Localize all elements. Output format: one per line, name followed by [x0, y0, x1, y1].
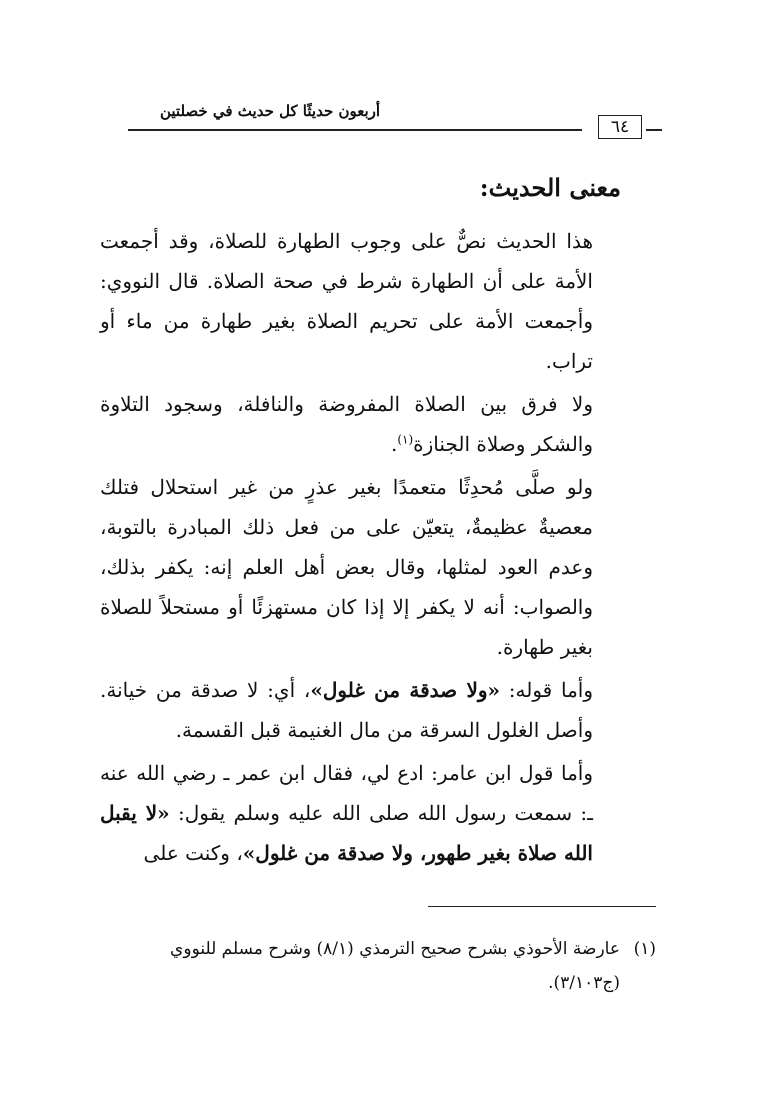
- footnote-marker: (١): [397, 432, 414, 447]
- hadith-quote: «ولا صدقة من غلول»: [310, 678, 501, 702]
- paragraph-2-end: .: [390, 432, 398, 456]
- header-rule-right: [646, 129, 662, 131]
- running-title: أربعون حديثًا كل حديث في خصلتين: [159, 102, 381, 120]
- hadith-quote: «لا يقبل الله صلاة بغير طهور، ولا صدقة من غلول»: [100, 801, 593, 865]
- paragraph-2: [100, 384, 621, 464]
- footnote-rule: [428, 906, 656, 907]
- footnotes: [96, 932, 656, 1000]
- paragraph-4-intro: وأما قوله:: [500, 678, 593, 702]
- paragraph-5-rest: ، وكنت على: [143, 841, 243, 865]
- footnote-item: [96, 932, 656, 1000]
- paragraph-4: [100, 670, 621, 750]
- paragraph-5: [100, 753, 621, 873]
- paragraph-2-text: ولا فرق بين الصلاة المفروضة والنافلة، وسجود التلاوة والشكر وصلاة الجنازة: [100, 392, 593, 456]
- paragraph-1: هذا الحديث نصٌّ على وجوب الطهارة للصلاة، وقد أجمعت الأمة على أن الطهارة شرط في صحة الصلاة. قال النووي: وأجمعت الأمة على تحريم الصلاة بغير طهارة من ماء أو تراب.: [100, 229, 594, 373]
- header-rule-left: [128, 129, 582, 131]
- paragraph-5-intro: وأما قول ابن عامر: ادع لي، فقال ابن عمر ـ رضي الله عنه ـ: سمعت رسول الله صلى الله عليه وسلم يقول:: [100, 761, 593, 825]
- footnote-number: (١): [633, 939, 656, 959]
- main-text: [100, 221, 621, 873]
- paragraph-4-rest: ، أي: لا صدقة من خيانة. وأصل الغلول السرقة من مال الغنيمة قبل القسمة.: [100, 678, 593, 742]
- section-heading: معنى الحديث:: [479, 173, 621, 202]
- page-number-box: [598, 115, 642, 139]
- paragraph-3: ولو صلَّى مُحدِثًا متعمدًا بغير عذرٍ من غير استحلال فتلك معصيةٌ عظيمةٌ، يتعيّن على من فعل ذلك المبادرة بالتوبة، وعدم العود لمثلها، وقال بعض أهل العلم إنه: يكفر بذلك، والصواب: أنه لا يكفر إلا إذا كان مستهزئًا أو مستحلاً للصلاة بغير طهارة.: [100, 475, 593, 659]
- footnote-text: عارضة الأحوذي بشرح صحيح الترمذي (٨/١) وشرح مسلم للنووي (ج٣/١٠٣).: [170, 939, 620, 993]
- page-number: ٦٤: [610, 117, 630, 137]
